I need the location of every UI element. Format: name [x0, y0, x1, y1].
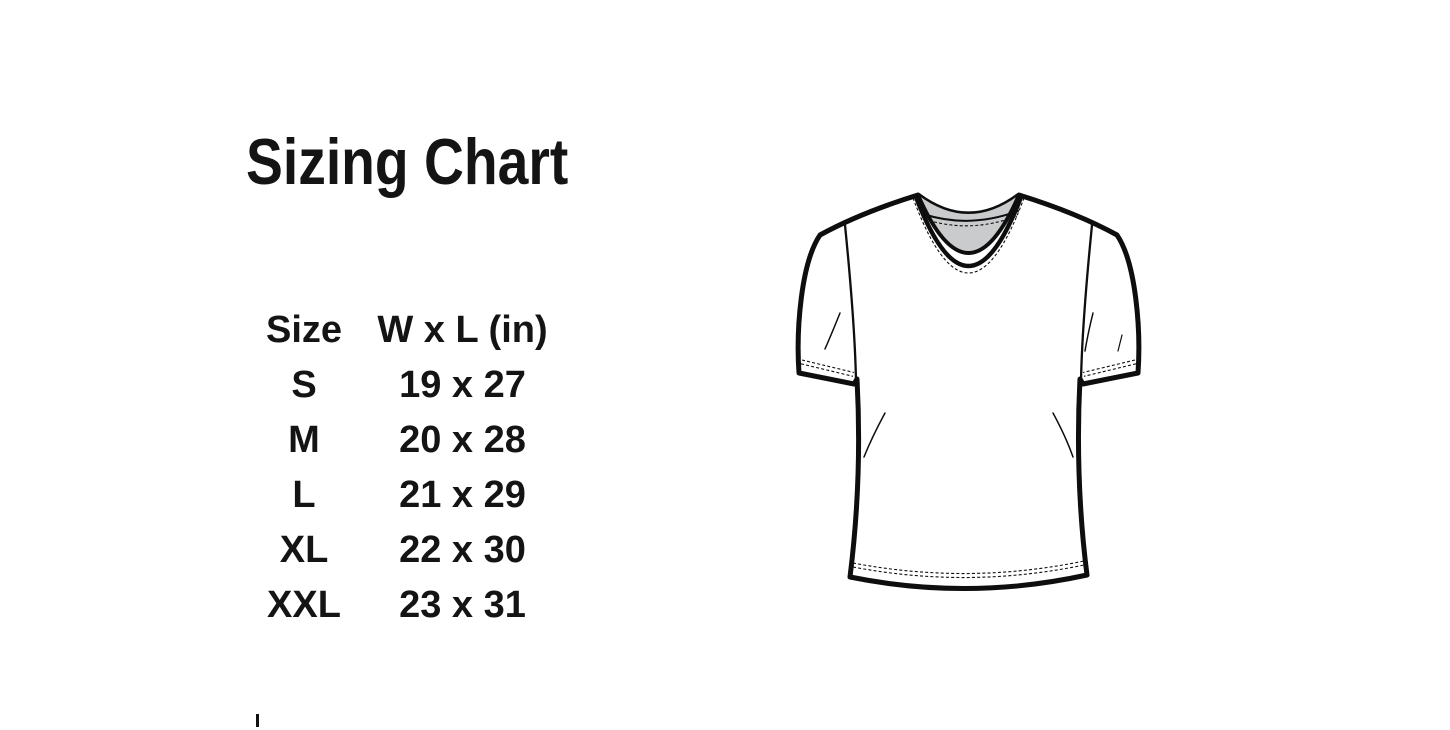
table-row — [258, 468, 565, 523]
dimensions-cell: 21 x 29 — [399, 474, 526, 516]
tshirt-illustration — [790, 185, 1146, 605]
size-cell: M — [288, 419, 320, 461]
dimensions-cell: 19 x 27 — [399, 364, 526, 406]
table-row — [258, 523, 565, 578]
dimensions-cell: 20 x 28 — [399, 419, 526, 461]
dimensions-cell: 22 x 30 — [399, 529, 526, 571]
dimensions-column-header: W x L (in) — [377, 309, 548, 351]
size-cell: XXL — [267, 584, 341, 626]
page-title: Sizing Chart — [246, 125, 569, 198]
size-cell: S — [291, 364, 317, 406]
table-header-row — [258, 303, 565, 358]
table-row — [258, 413, 565, 468]
size-cell: XL — [279, 529, 329, 571]
table-row — [258, 578, 565, 633]
size-column-header: Size — [265, 309, 343, 351]
text-cursor — [256, 714, 259, 727]
table-row — [258, 358, 565, 413]
sizing-table — [258, 303, 565, 633]
dimensions-cell: 23 x 31 — [399, 584, 526, 626]
size-cell: L — [292, 474, 316, 516]
tshirt-svg — [790, 185, 1146, 605]
